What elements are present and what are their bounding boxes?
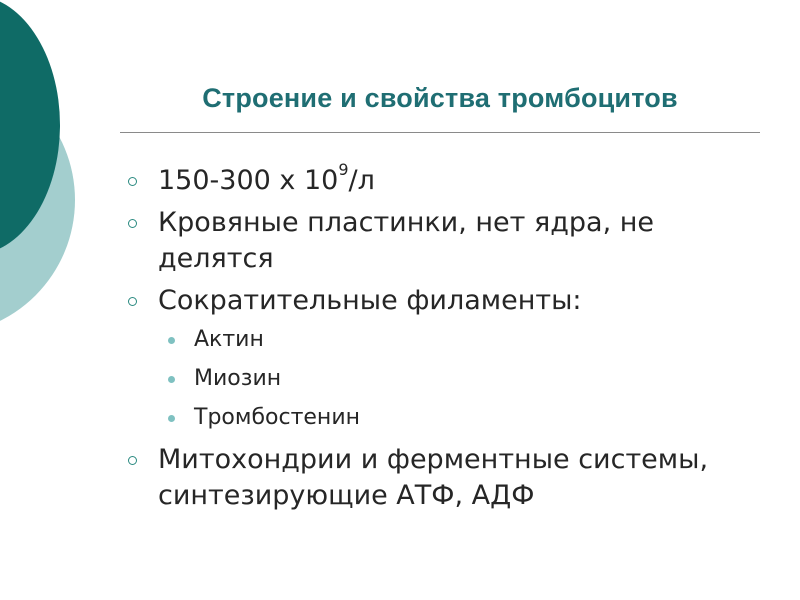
list-item-text: Кровяные пластинки, нет ядра, не делятся — [158, 207, 654, 274]
sub-list-item — [128, 364, 778, 394]
hollow-bullet-icon — [128, 297, 137, 306]
hollow-bullet-icon — [128, 456, 137, 465]
list-item-text: Сократительные филаменты: — [158, 285, 582, 316]
hollow-bullet-icon — [128, 177, 137, 186]
hollow-bullet-icon — [128, 219, 137, 228]
unit-text: /л — [348, 165, 375, 196]
slide-title: Строение и свойства тромбоцитов — [202, 83, 678, 113]
title-divider — [120, 132, 760, 133]
dot-bullet-icon — [168, 337, 175, 344]
list-item — [128, 283, 778, 319]
sub-list-item-text: Актин — [194, 327, 264, 352]
list-item — [128, 442, 778, 514]
sub-list-item — [128, 325, 778, 355]
exponent: 9 — [338, 160, 349, 179]
list-item — [128, 160, 778, 199]
count-text: 150-300 х 10 — [158, 165, 339, 196]
list-item — [128, 205, 778, 277]
bullet-list — [128, 160, 778, 520]
sub-bullet-list — [128, 325, 778, 433]
sub-list-item-text: Тромбостенин — [194, 405, 360, 430]
dot-bullet-icon — [168, 415, 175, 422]
sub-list-item — [128, 403, 778, 433]
list-item-text: Митохондрии и ферментные системы, синтезирующие АТФ, АДФ — [158, 444, 709, 511]
dot-bullet-icon — [168, 376, 175, 383]
sub-list-item-text: Миозин — [194, 366, 282, 391]
